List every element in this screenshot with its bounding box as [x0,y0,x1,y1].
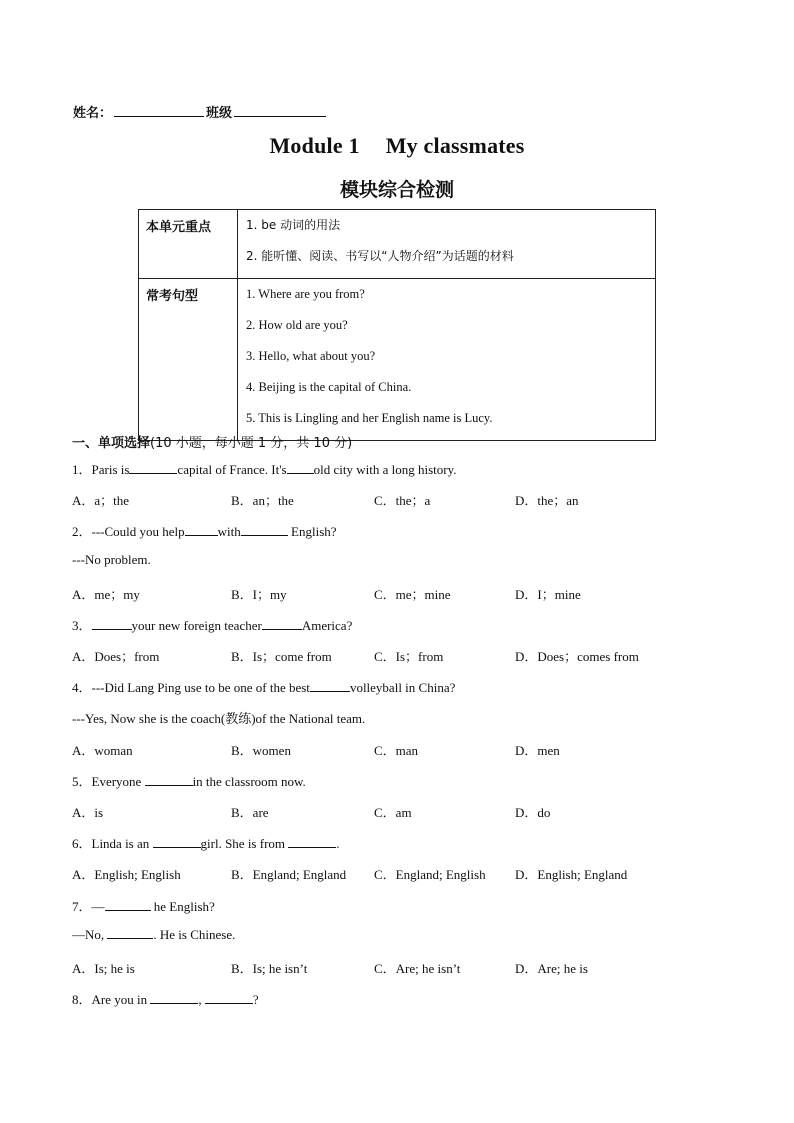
section-heading [72,432,352,451]
question-7-option-b[interactable]: B．Is; he isn’t [231,961,308,976]
name-class-line [73,102,326,121]
answer-blank[interactable] [241,524,288,536]
key-point-2: 2. 能听懂、阅读、书写以“人物介绍”为话题的材料 [246,249,514,263]
class-blank[interactable] [234,104,326,117]
sentence-3: 3. Hello, what about you? [246,349,376,363]
answer-blank[interactable] [288,836,336,848]
question-2-option-a[interactable]: A．me；my [72,587,140,602]
question-4-option-c[interactable]: C．man [374,743,419,758]
question-6-option-d[interactable]: D．English; England [515,867,628,882]
section-note: (10 小题，每小题 1 分，共 10 分) [150,436,353,451]
question-2-reply: ---No problem. [72,552,151,567]
key-points-content [238,210,656,279]
section-title: 一、单项选择 [72,436,151,451]
question-7-reply: —No, . He is Chinese. [72,927,236,942]
common-sentences-label: 常考句型 [139,279,238,441]
question-4-reply: ---Yes, Now she is the coach(教练)of the National team. [72,711,366,726]
question-2-stem: 2．---Could you help with English? [72,524,337,539]
page-title [0,133,794,159]
question-5-option-a[interactable]: A．is [72,805,104,820]
common-sentences-content [238,279,656,441]
answer-blank[interactable] [107,927,153,939]
question-1-option-d[interactable]: D．the；an [515,493,579,508]
question-2-option-d[interactable]: D．I；mine [515,587,581,602]
question-3-option-c[interactable]: C．Is；from [374,649,444,664]
question-3-option-d[interactable]: D．Does；comes from [515,649,639,664]
question-1-option-b[interactable]: B．an；the [231,493,294,508]
question-7-option-a[interactable]: A．Is; he is [72,961,135,976]
question-1-stem: 1．Paris is capital of France. It's old city with a long history. [72,462,457,477]
question-3-option-a[interactable]: A．Does；from [72,649,160,664]
question-5-option-c[interactable]: C．am [374,805,412,820]
sentence-5: 5. This is Lingling and her English name is Lucy. [246,411,493,425]
answer-blank[interactable] [185,524,218,536]
key-point-1: 1. be 动词的用法 [246,218,341,232]
question-5-option-d[interactable]: D．do [515,805,551,820]
question-4-option-b[interactable]: B．women [231,743,291,758]
class-label: 班级 [206,106,233,121]
question-8-stem: 8．Are you in , ? [72,992,259,1007]
question-1-option-c[interactable]: C．the；a [374,493,431,508]
unit-summary-table [138,209,656,441]
module-number: Module 1 [269,133,360,158]
module-topic: My classmates [385,133,525,158]
name-label: 姓名： [73,106,113,121]
name-blank[interactable] [114,104,204,117]
question-5-stem: 5．Everyone in the classroom now. [72,774,306,789]
answer-blank[interactable] [105,899,151,911]
page-subtitle: 模块综合检测 [339,179,454,201]
question-7-stem: 7．— he English? [72,899,215,914]
answer-blank[interactable] [145,774,193,786]
question-7-option-d[interactable]: D．Are; he is [515,961,588,976]
answer-blank[interactable] [205,992,253,1004]
sentence-4: 4. Beijing is the capital of China. [246,380,412,394]
answer-blank[interactable] [310,680,350,692]
question-6-stem: 6．Linda is an girl. She is from . [72,836,340,851]
sentence-1: 1. Where are you from? [246,287,365,301]
answer-blank[interactable] [262,618,302,630]
answer-blank[interactable] [150,992,198,1004]
answer-blank[interactable] [129,462,177,474]
key-points-label: 本单元重点 [139,210,238,279]
question-2-option-b[interactable]: B．I；my [231,587,287,602]
common-sentences-row [139,279,656,441]
question-6-option-a[interactable]: A．English; English [72,867,181,882]
question-1-option-a[interactable]: A．a；the [72,493,130,508]
question-6-option-c[interactable]: C．England; English [374,867,486,882]
question-5-option-b[interactable]: B．are [231,805,269,820]
key-points-row [139,210,656,279]
question-4-option-d[interactable]: D．men [515,743,560,758]
answer-blank[interactable] [287,462,314,474]
question-4-option-a[interactable]: A．woman [72,743,133,758]
sentence-2: 2. How old are you? [246,318,348,332]
question-3-option-b[interactable]: B．Is；come from [231,649,332,664]
answer-blank[interactable] [153,836,201,848]
question-6-option-b[interactable]: B．England; England [231,867,347,882]
question-2-option-c[interactable]: C．me；mine [374,587,451,602]
question-4-stem: 4．---Did Lang Ping use to be one of the best volleyball in China? [72,680,456,695]
answer-blank[interactable] [92,618,132,630]
question-3-stem: 3． your new foreign teacher America? [72,618,353,633]
question-7-option-c[interactable]: C．Are; he isn’t [374,961,461,976]
